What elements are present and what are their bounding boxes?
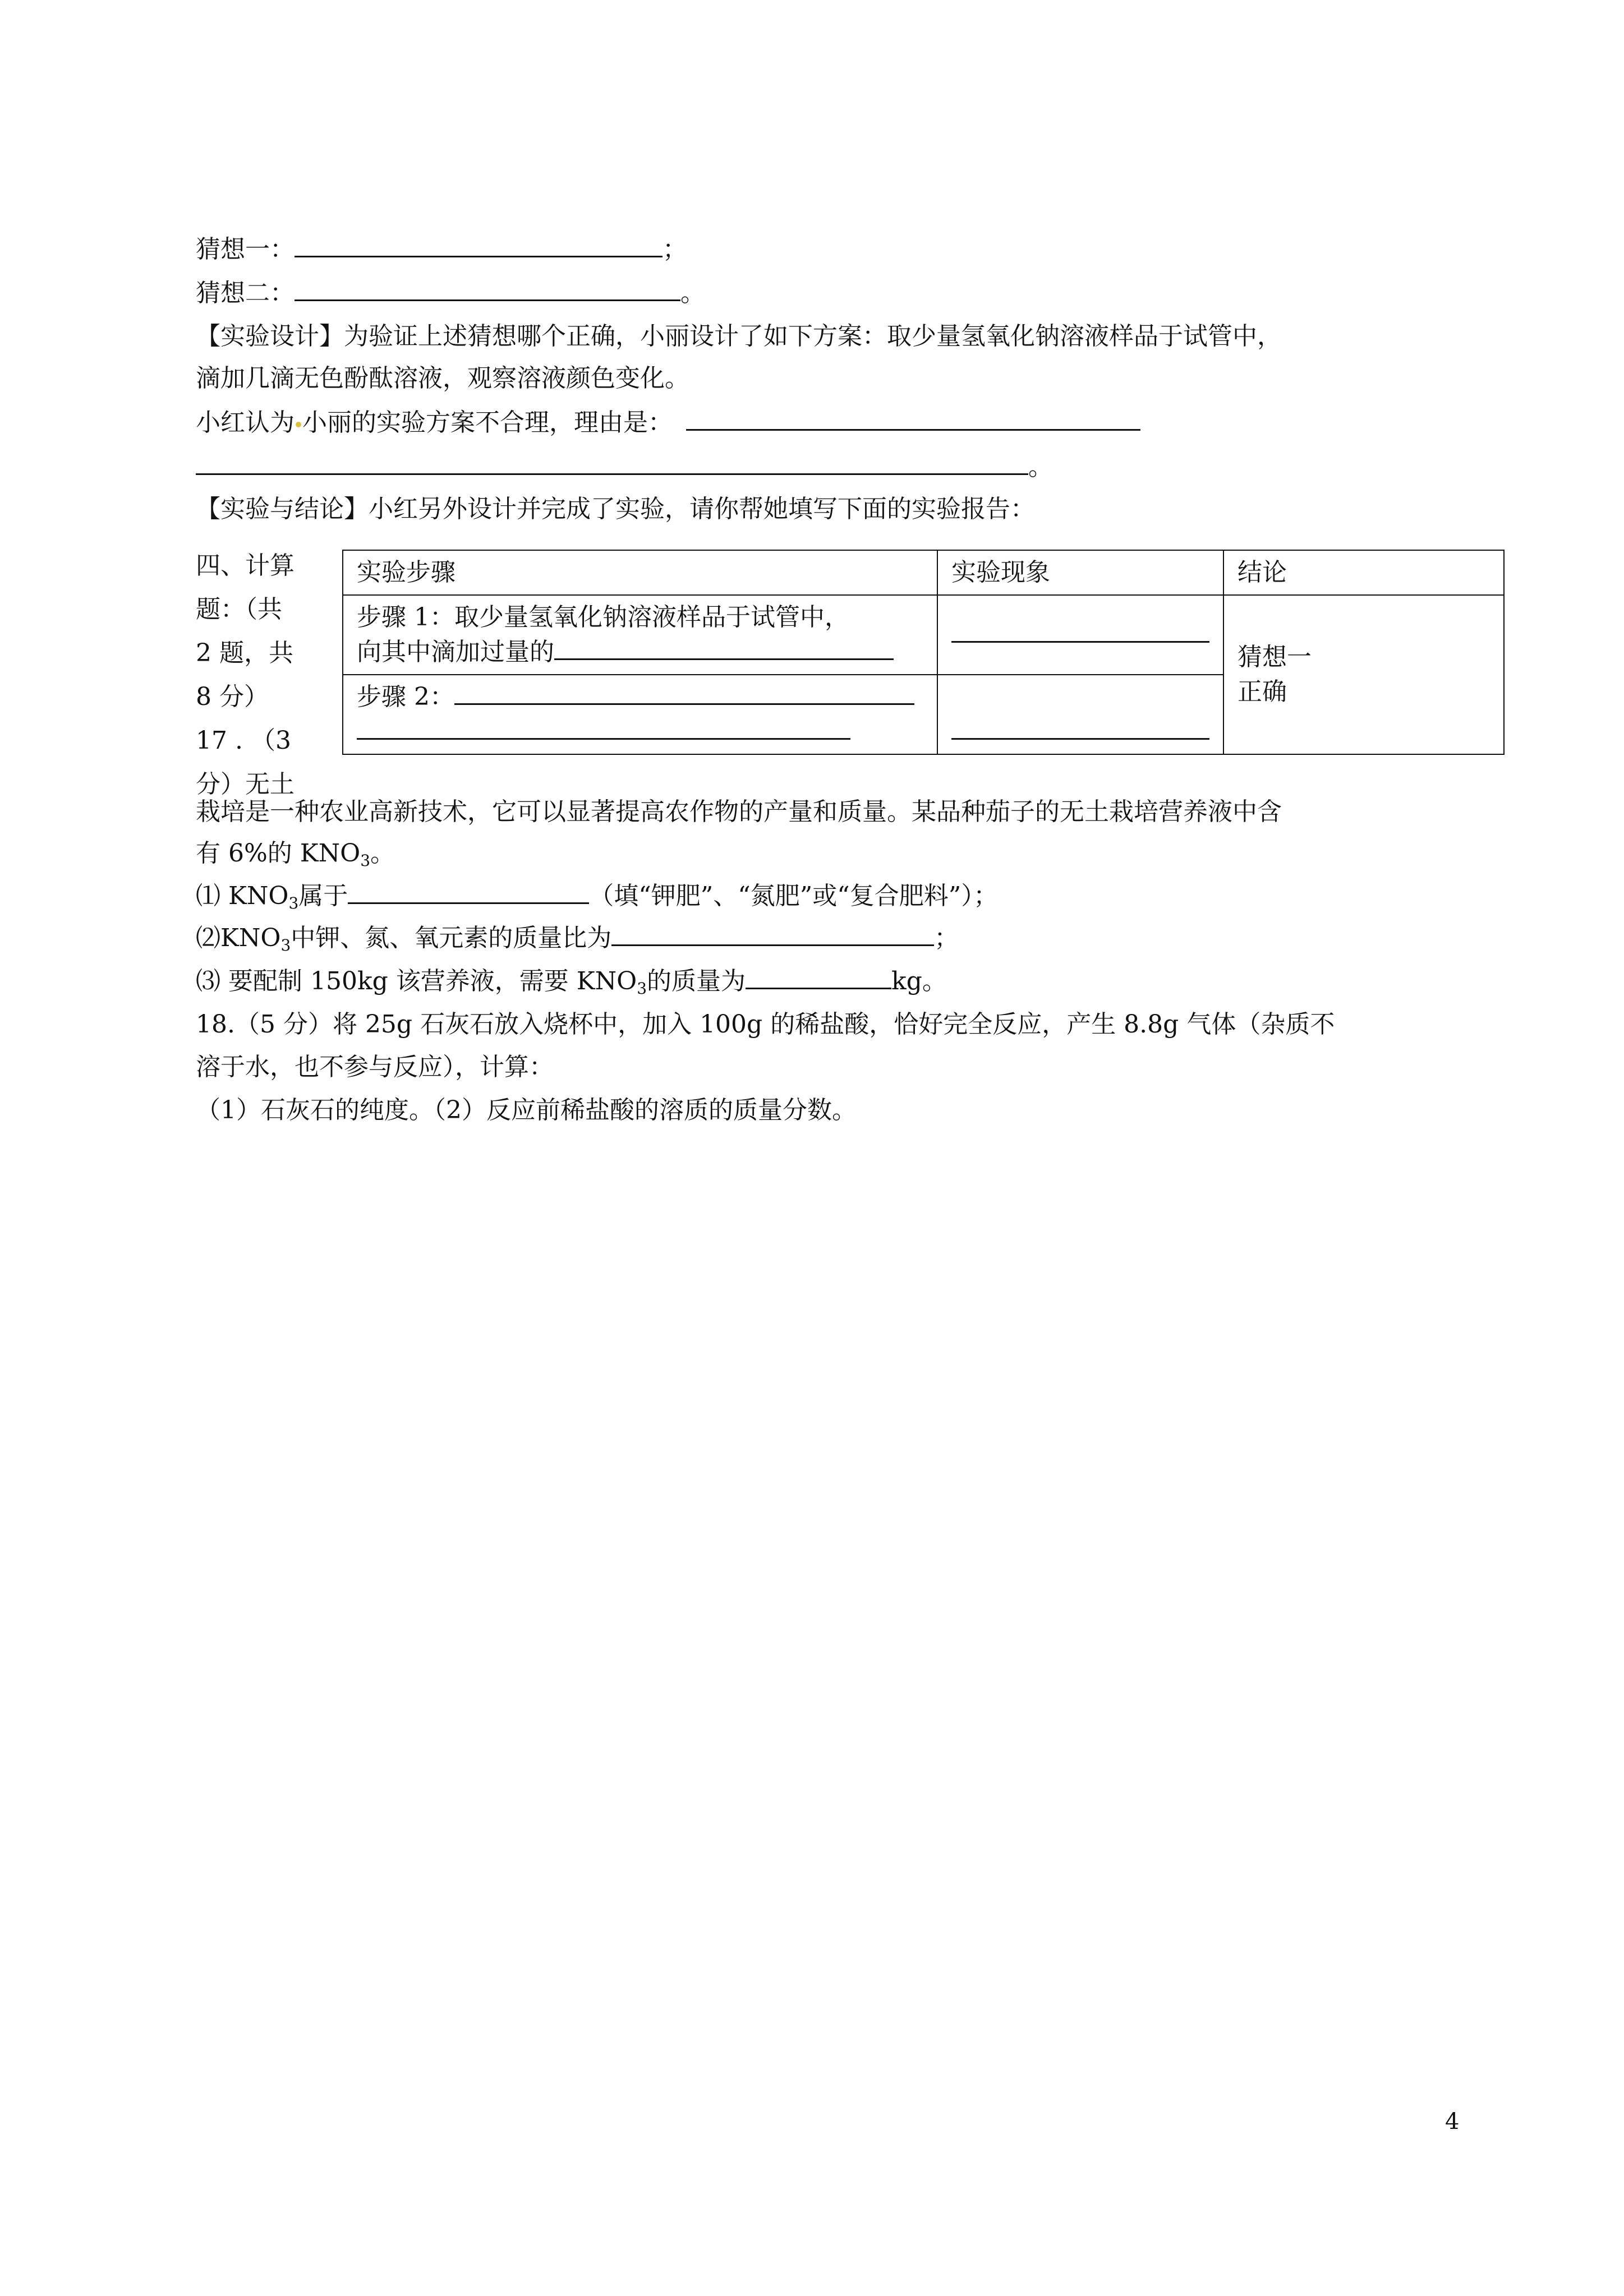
- q17-part-2-mid: 中钾、氮、氧元素的质量比为: [291, 924, 612, 952]
- step-2-blank-1[interactable]: [454, 681, 914, 705]
- table-header-row: [343, 550, 1504, 595]
- q18-line-1: 18.（5 分）将 25g 石灰石放入烧杯中，加入 100g 的稀盐酸，恰好完全反应，产生 8.8g 气体（杂质不: [196, 1010, 1335, 1039]
- q17-line-2: [196, 837, 395, 878]
- q17-part-2: [196, 921, 959, 962]
- guess-2-answer-blank[interactable]: [295, 277, 680, 301]
- guess-2-line: [196, 276, 705, 310]
- step-1-line-2: [357, 635, 923, 670]
- guess-1-answer-blank[interactable]: [295, 233, 663, 257]
- conclusion-intro: 【实验与结论】小红另外设计并完成了实验，请你帮她填写下面的实验报告：: [196, 495, 1035, 523]
- q17-part-3: [196, 965, 947, 1006]
- side-text-line: 2 题，共: [196, 639, 293, 667]
- subscript: 3: [360, 851, 371, 870]
- q18-line-3: （1）石灰石的纯度。（2）反应前稀盐酸的溶质的质量分数。: [196, 1096, 857, 1124]
- page-number: 4: [1445, 2109, 1460, 2134]
- side-text-line: 17 . （3: [196, 726, 291, 755]
- design-line-1: 【实验设计】为验证上述猜想哪个正确，小丽设计了如下方案：取少量氢氧化钠溶液样品于试管中，: [196, 322, 1282, 351]
- side-text-line: 题：（共: [196, 595, 282, 624]
- header-steps: 实验步骤: [343, 550, 937, 595]
- q17-line-1: 栽培是一种农业高新技术，它可以显著提高农作物的产量和质量。某品种茄子的无土栽培营养液中含: [196, 797, 1282, 826]
- guess-2-end: 。: [680, 279, 705, 307]
- header-conclusion: 结论: [1223, 550, 1504, 595]
- design-line-4: [196, 450, 1053, 484]
- guess-1-line: [196, 233, 687, 266]
- q17-part-2-start: ⑵KNO: [196, 924, 281, 952]
- step-1-cell: [343, 595, 937, 675]
- q18-line-2: 溶于水，也不参与反应），计算：: [196, 1053, 554, 1081]
- q17-line-2-end: 。: [370, 839, 395, 868]
- step-2-cell: [343, 675, 937, 754]
- header-phenomena: 实验现象: [937, 550, 1223, 595]
- q17-part-2-blank[interactable]: [611, 922, 934, 946]
- conclusion-cell: [1223, 595, 1504, 754]
- step-1-phenomenon-cell: [937, 595, 1223, 675]
- reason-blank-1[interactable]: [686, 407, 1140, 431]
- side-text-line: 分）无土: [196, 770, 295, 799]
- step-1-reagent-blank[interactable]: [554, 636, 894, 660]
- q17-part-1-start: ⑴ KNO: [196, 882, 289, 910]
- q17-part-3-start: ⑶ 要配制 150kg 该营养液，需要 KNO: [196, 967, 637, 995]
- step-1-text: 步骤 1：取少量氢氧化钠溶液样品于试管中，: [357, 603, 849, 631]
- q17-part-1: [196, 879, 998, 920]
- step-2-line-1: [357, 680, 923, 714]
- subscript: 3: [288, 894, 299, 912]
- design-line-3-rest: 小丽的实验方案不合理，理由是：: [302, 408, 673, 437]
- step-2-label: 步骤 2：: [357, 683, 454, 711]
- step-2-line-2: [357, 714, 923, 749]
- q17-part-3-blank[interactable]: [746, 965, 891, 989]
- subscript: 3: [637, 979, 647, 998]
- q17-part-3-mid: 的质量为: [647, 967, 746, 995]
- q17-part-1-end: （填“钾肥”、“氮肥”或“复合肥料”）；: [589, 882, 999, 910]
- section-4-side-text: [196, 544, 322, 806]
- step-2-phenomenon-cell: [937, 675, 1223, 754]
- side-text-line: 四、计算: [196, 551, 295, 580]
- annotation-dot-icon: [296, 422, 301, 427]
- q17-part-2-end: ；: [934, 924, 959, 952]
- design-line-2: 滴加几滴无色酚酞溶液，观察溶液颜色变化。: [196, 364, 689, 393]
- step-2-blank-2[interactable]: [357, 716, 850, 740]
- subscript: 3: [280, 936, 291, 955]
- design-line-4-end: 。: [1028, 453, 1053, 481]
- step-1-phenomenon-blank[interactable]: [951, 619, 1209, 643]
- q17-line-2-text: 有 6%的 KNO: [196, 839, 361, 868]
- guess-1-end: ；: [663, 235, 687, 264]
- side-text-line: 8 分）: [196, 683, 269, 711]
- reason-blank-2[interactable]: [196, 451, 1028, 475]
- q17-part-1-mid: 属于: [298, 882, 348, 910]
- step-2-phenomenon-blank[interactable]: [951, 716, 1209, 740]
- design-line-3-start: 小红认为: [196, 408, 295, 437]
- table-row-step-1: [343, 595, 1504, 675]
- experiment-report-table: [342, 550, 1505, 755]
- conclusion-text-1: 猜想一: [1237, 643, 1312, 671]
- design-line-3: [196, 406, 1140, 440]
- step-1-text-2: 向其中滴加过量的: [357, 638, 554, 666]
- conclusion-text-2: 正确: [1237, 677, 1287, 706]
- guess-1-label: 猜想一：: [196, 235, 295, 264]
- guess-2-label: 猜想二：: [196, 279, 295, 307]
- q17-part-3-end: kg。: [891, 967, 947, 995]
- q17-part-1-blank[interactable]: [348, 880, 589, 904]
